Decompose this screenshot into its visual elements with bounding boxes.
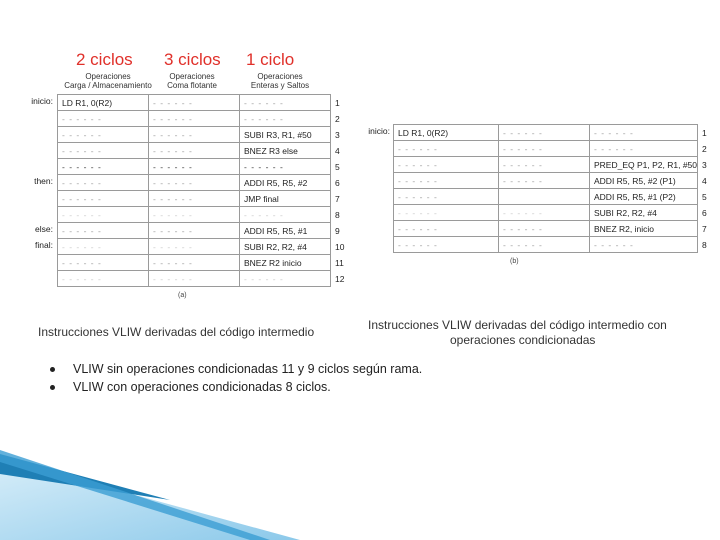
- cycle-number: 4: [331, 143, 352, 159]
- table-row: [58, 191, 352, 207]
- table-row: [58, 271, 352, 287]
- caption-a: (a): [178, 292, 187, 299]
- table-cell: - - - - - -: [58, 207, 149, 223]
- table-cell: - - - - - -: [499, 173, 590, 189]
- table-cell: - - - - - -: [58, 159, 149, 175]
- table-cell: - - - - - -: [240, 207, 331, 223]
- cycle-number: 2: [331, 111, 352, 127]
- title-a: Instrucciones VLIW derivadas del código intermedio: [38, 325, 315, 339]
- cycle-number: 3: [331, 127, 352, 143]
- header-load-store: Operaciones Carga / Almacenamiento: [64, 72, 152, 90]
- table-cell: - - - - - -: [58, 239, 149, 255]
- vliw-table-a: [57, 94, 351, 287]
- header-float: Operaciones Coma flotante: [167, 72, 217, 90]
- table-cell: - - - - - -: [149, 207, 240, 223]
- label-else: else:: [35, 224, 53, 234]
- label-final: final:: [35, 240, 53, 250]
- table-cell: - - - - - -: [149, 95, 240, 111]
- table-row: [394, 221, 719, 237]
- table-cell: - - - - - -: [590, 141, 698, 157]
- table-cell: - - - - - -: [499, 205, 590, 221]
- cycles-load-store: 2 ciclos: [76, 50, 133, 69]
- table-cell: - - - - - -: [394, 221, 499, 237]
- cycle-number: 11: [331, 255, 352, 271]
- cycle-number: 5: [331, 159, 352, 175]
- table-cell: JMP final: [240, 191, 331, 207]
- table-cell: BNEZ R2 inicio: [240, 255, 331, 271]
- table-cell: - - - - - -: [149, 255, 240, 271]
- cycle-number: 8: [698, 237, 719, 253]
- table-row: [58, 223, 352, 239]
- label-then: then:: [34, 176, 53, 186]
- cycle-number: 9: [331, 223, 352, 239]
- table-cell: - - - - - -: [240, 111, 331, 127]
- table-cell: ADDI R5, R5, #1 (P2): [590, 189, 698, 205]
- table-cell: - - - - - -: [58, 111, 149, 127]
- table-row: [58, 95, 352, 111]
- table-cell: - - - - - -: [240, 159, 331, 175]
- cycle-number: 12: [331, 271, 352, 287]
- table-cell: - - - - - -: [58, 223, 149, 239]
- cycle-number: 7: [331, 191, 352, 207]
- table-row: [58, 127, 352, 143]
- table-cell: - - - - - -: [394, 189, 499, 205]
- bullet-item: VLIW con operaciones condicionadas 8 ciclos.: [50, 380, 331, 394]
- table-cell: - - - - - -: [58, 191, 149, 207]
- bullet-dot-icon: [50, 367, 55, 372]
- header-int: Operaciones Enteras y Saltos: [250, 72, 310, 90]
- table-cell: LD R1, 0(R2): [394, 125, 499, 141]
- table-cell: - - - - - -: [394, 157, 499, 173]
- table-row: [58, 175, 352, 191]
- title-b-line1: Instrucciones VLIW derivadas del código intermedio con: [368, 318, 667, 332]
- cycle-number: 6: [698, 205, 719, 221]
- table-row: [394, 125, 719, 141]
- table-cell: LD R1, 0(R2): [58, 95, 149, 111]
- cycle-number: 5: [698, 189, 719, 205]
- table-row: [394, 237, 719, 253]
- table-row: [394, 173, 719, 189]
- table-cell: - - - - - -: [590, 125, 698, 141]
- table-cell: - - - - - -: [149, 159, 240, 175]
- table-cell: - - - - - -: [394, 173, 499, 189]
- table-cell: - - - - - -: [240, 271, 331, 287]
- table-row: [58, 207, 352, 223]
- table-cell: - - - - - -: [58, 175, 149, 191]
- table-cell: BNEZ R2, inicio: [590, 221, 698, 237]
- table-row: [58, 239, 352, 255]
- cycle-number: 1: [331, 95, 352, 111]
- vliw-table-b: [393, 124, 718, 253]
- table-cell: - - - - - -: [590, 237, 698, 253]
- cycle-number: 4: [698, 173, 719, 189]
- table-row: [394, 189, 719, 205]
- table-cell: - - - - - -: [499, 157, 590, 173]
- cycle-number: 1: [698, 125, 719, 141]
- table-cell: - - - - - -: [58, 255, 149, 271]
- cycles-int: 1 ciclo: [246, 50, 295, 69]
- table-cell: PRED_EQ P1, P2, R1, #50: [590, 157, 698, 173]
- bullet-item: VLIW sin operaciones condicionadas 11 y 9 ciclos según rama.: [50, 362, 422, 376]
- table-row: [58, 111, 352, 127]
- table-cell: - - - - - -: [394, 237, 499, 253]
- table-row: [394, 157, 719, 173]
- table-cell: ADDI R5, R5, #2: [240, 175, 331, 191]
- cycle-number: 3: [698, 157, 719, 173]
- table-row: [394, 141, 719, 157]
- caption-b: (b): [510, 258, 519, 265]
- table-row: [394, 205, 719, 221]
- title-b-line2: operaciones condicionadas: [450, 333, 596, 347]
- table-cell: - - - - - -: [499, 237, 590, 253]
- table-cell: - - - - - -: [149, 111, 240, 127]
- table-row: [58, 143, 352, 159]
- table-cell: [499, 189, 590, 205]
- table-cell: - - - - - -: [499, 125, 590, 141]
- cycles-float: 3 ciclos: [164, 50, 221, 69]
- table-cell: - - - - - -: [149, 127, 240, 143]
- table-cell: - - - - - -: [394, 141, 499, 157]
- table-cell: - - - - - -: [58, 271, 149, 287]
- table-cell: - - - - - -: [58, 143, 149, 159]
- table-cell: - - - - - -: [58, 127, 149, 143]
- table-cell: BNEZ R3 else: [240, 143, 331, 159]
- table-cell: ADDI R5, R5, #2 (P1): [590, 173, 698, 189]
- cycle-number: 8: [331, 207, 352, 223]
- table-cell: - - - - - -: [499, 221, 590, 237]
- cycle-number: 7: [698, 221, 719, 237]
- bullet-dot-icon: [50, 385, 55, 390]
- table-row: [58, 255, 352, 271]
- cycle-number: 2: [698, 141, 719, 157]
- table-cell: - - - - - -: [149, 175, 240, 191]
- table-row: [58, 159, 352, 175]
- table-cell: - - - - - -: [394, 205, 499, 221]
- table-cell: - - - - - -: [149, 271, 240, 287]
- table-cell: SUBI R2, R2, #4: [590, 205, 698, 221]
- cycle-number: 6: [331, 175, 352, 191]
- table-cell: - - - - - -: [240, 95, 331, 111]
- label-inicio-b: inicio:: [368, 126, 390, 136]
- table-cell: SUBI R2, R2, #4: [240, 239, 331, 255]
- table-cell: - - - - - -: [149, 239, 240, 255]
- cycle-number: 10: [331, 239, 352, 255]
- label-inicio: inicio:: [31, 96, 53, 106]
- table-cell: ADDI R5, R5, #1: [240, 223, 331, 239]
- decorative-swoosh: [0, 440, 300, 540]
- table-cell: - - - - - -: [149, 191, 240, 207]
- table-cell: - - - - - -: [499, 141, 590, 157]
- table-cell: - - - - - -: [149, 223, 240, 239]
- table-cell: SUBI R3, R1, #50: [240, 127, 331, 143]
- table-cell: - - - - - -: [149, 143, 240, 159]
